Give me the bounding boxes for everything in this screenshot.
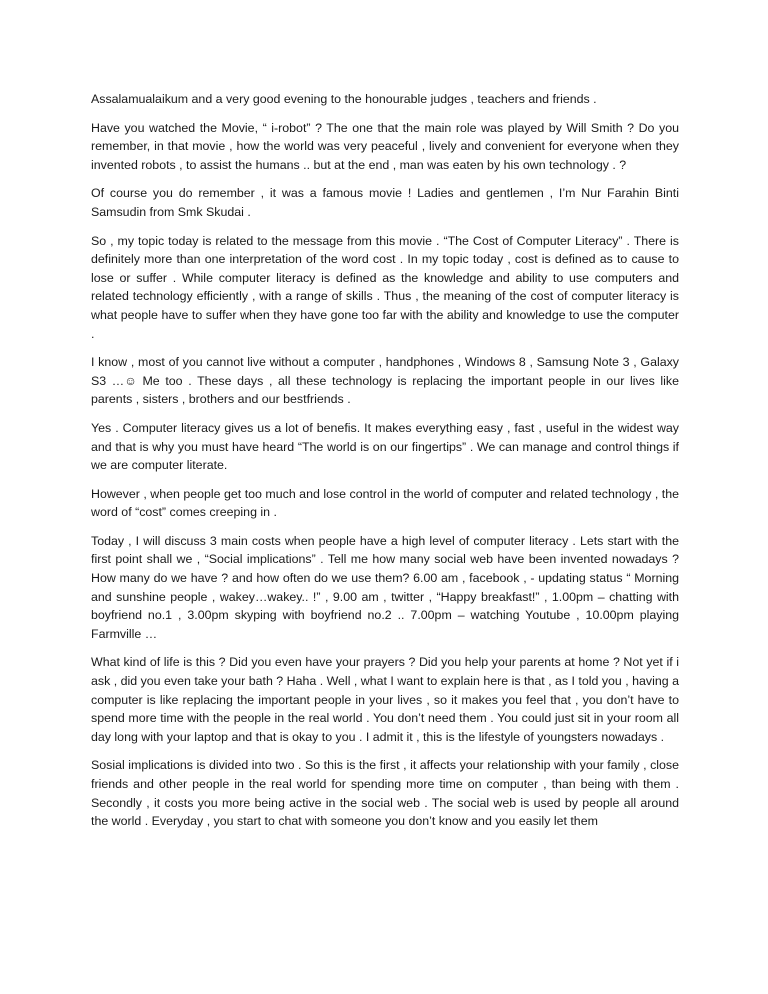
paragraph-sosial-divided: Sosial implications is divided into two . So this is the first , it affects your relationship with your family , close friends and other people in the real world for spending more time on computer , than being with them . Secondly , it costs you more being active in the social web . The social web is used by people all around the world . Everyday , you start to chat with someone you don’t know and you easily let them — [91, 758, 679, 829]
paragraph-topic-definition: So , my topic today is related to the message from this movie . “The Cost of Computer Literacy” . There is definitely more than one interpretation of the word cost . In my topic today , cost is defined as to cause to lose or suffer . While computer literacy is defined as the knowledge and ability to use computers and related technology efficiently , with a range of skills . Thus , the meaning of the cost of computer literacy is what people have to suffer when they have gone too far with the ability and knowledge to use the computer . — [91, 233, 679, 341]
paragraph-cost-intro: However , when people get too much and lose control in the world of computer and related technology , the word of “cost” comes creeping in . — [91, 486, 679, 520]
paragraph-devices: I know , most of you cannot live without a computer , handphones , Windows 8 , Samsung Note 3 , Galaxy S3 …☺ Me too . These days , all these technology is replacing the important people in our lives like parents , sisters , brothers and our bestfriends . — [91, 355, 679, 407]
paragraph-benefits: Yes . Computer literacy gives us a lot of benefis. It makes everything easy , fast , useful in the widest way and that is why you must have heard “The world is on our fingertips” . We can manage and control things if we are computer literate. — [91, 420, 679, 473]
document-body — [91, 90, 679, 841]
paragraph-introduction: Of course you do remember , it was a famous movie ! Ladies and gentlemen , I’m Nur Farahin Binti Samsudin from Smk Skudai . — [91, 186, 679, 219]
paragraph-social-implications: Today , I will discuss 3 main costs when people have a high level of computer literacy . Lets start with the first point shall we , “Social implications” . Tell me how many social web have been invented nowadays ? How many do we have ? and how often do we use them? 6.00 am , facebook , - updating status “ Morning and sunshine people , wakey…wakey.. !” , 9.00 am , twitter , “Happy breakfast!” , 1.00pm – chatting with boyfriend no.1 , 3.00pm skyping with boyfriend no.2 .. 7.00pm – watching Youtube , 10.00pm playing Farmville … — [91, 533, 679, 641]
paragraph-greeting: Assalamualaikum and a very good evening to the honourable judges , teachers and friends . — [91, 92, 597, 106]
paragraph-movie-question: Have you watched the Movie, “ i-robot” ? The one that the main role was played by Will Smith ? Do you remember, in that movie , how the world was very peaceful , lively and convenient for everyone when they invented robots , to assist the humans .. but at the end , man was eaten by his own technology . ? — [91, 120, 679, 172]
paragraph-lifestyle: What kind of life is this ? Did you even have your prayers ? Did you help your parents at home ? Not yet if i ask , did you even take your bath ? Haha . Well , what I want to explain here is that , as I told you , having a computer is like replacing the important people in your lives , so it makes you feel that , you don’t have to spend more time with the people in the real world . You don’t need them . You could just sit in your room all day long with your laptop and that is okay to you . I admit it , this is the lifestyle of youngsters nowadays . — [91, 655, 679, 744]
